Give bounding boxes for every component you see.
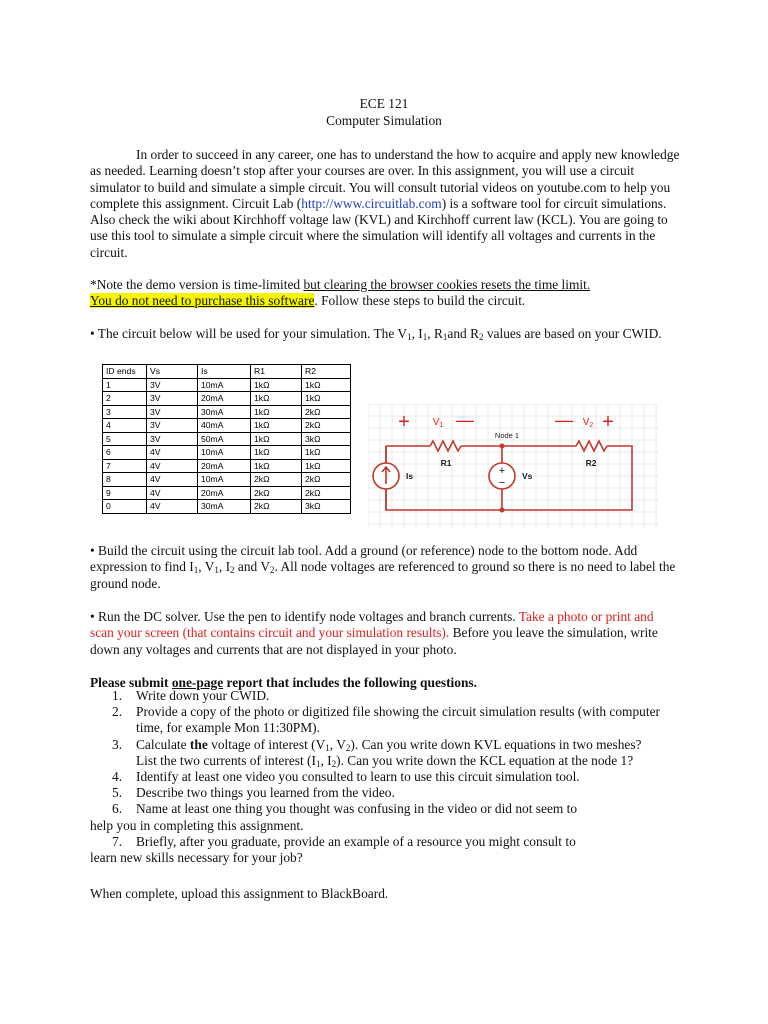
table-row [103, 486, 351, 500]
sub-1: 1 [407, 332, 412, 342]
vs-plus-sign: + [498, 465, 506, 477]
table-cell: 4V [147, 446, 198, 460]
table-cell: 7 [103, 459, 147, 473]
question-number: 2. [112, 704, 123, 720]
v1-label: $V_1$ [432, 417, 444, 429]
table-cell: 4V [147, 473, 198, 487]
sub-i1: 1 [193, 565, 199, 576]
table-cell: 2kΩ [251, 473, 302, 487]
table-cell: 2 [103, 392, 147, 406]
table-cell: 1kΩ [251, 405, 302, 419]
node-1-dot [500, 444, 505, 449]
cwid-values-table [102, 364, 351, 514]
table-cell: 30mA [198, 405, 251, 419]
bullet1-text-c: , R [427, 326, 443, 341]
bullet1-text-d: and R [447, 326, 480, 341]
question-6 [90, 801, 690, 817]
table-cell: 20mA [198, 459, 251, 473]
table-header-cell: Vs [147, 365, 198, 379]
vs-label: Vs [522, 471, 533, 481]
bullet2-text: • Build the circuit using the circuit lab tool. Add a ground (or reference) node to the bottom node. Add expression to find I [90, 543, 638, 575]
sub-v2: 2 [270, 565, 275, 576]
bullet2-text-c: , I [218, 559, 231, 575]
question-text: voltage of interest (V [207, 736, 326, 752]
table-cell: 9 [103, 486, 147, 500]
table-cell: 5 [103, 432, 147, 446]
question-5 [90, 785, 690, 801]
table-cell: 20mA [198, 392, 251, 406]
question-6-continuation: help you in completing this assignment. [90, 817, 304, 833]
node-1-label: Node 1 [494, 431, 520, 440]
question-text: ). Can you write down the KCL equation at the node 1? [336, 752, 634, 768]
sub-4: 2 [479, 332, 484, 342]
table-cell: 2kΩ [251, 500, 302, 514]
table-header-cell: Is [198, 365, 251, 379]
table-cell: 4V [147, 486, 198, 500]
circuit-diagram [368, 404, 658, 528]
table-row [103, 446, 351, 460]
table-cell: 3kΩ [302, 432, 351, 446]
table-cell: 1kΩ [251, 459, 302, 473]
submit-text-a: Please submit [90, 675, 172, 690]
question-number: 5. [112, 785, 123, 801]
question-number: 4. [112, 769, 123, 785]
v2-minus-sign: — [555, 410, 573, 430]
table-cell: 3V [147, 432, 198, 446]
table-header-cell: R2 [302, 365, 351, 379]
sub-i2: 2 [331, 758, 337, 769]
bullet1-text-b: , I [411, 326, 423, 341]
question-text: , V [329, 736, 346, 752]
table-cell: 1kΩ [302, 378, 351, 392]
question-text: Identify at least one video you consulted to learn to use this circuit simulation tool. [136, 769, 580, 785]
question-bold-word: the [189, 736, 208, 752]
table-row [103, 432, 351, 446]
note-highlight: You do not need to purchase this software [90, 293, 315, 309]
table-row [103, 378, 351, 392]
table-cell: 2kΩ [302, 486, 351, 500]
question-text: Describe two things you learned from the video. [136, 785, 395, 801]
bullet3-red-instruction: Take a photo or print and scan your screen (that contains circuit and your simulation results). [90, 609, 654, 641]
course-title: ECE 121 [359, 96, 409, 111]
table-cell: 10mA [198, 378, 251, 392]
intro-text-2: ) is a software tool for circuit simulations. Also check the wiki about Kirchhoff voltage law (KVL) and Kirchhoff current law (KCL). You are going to use this tool to simulate a simple circuit where the simulation will identify all voltages and currents in the circuit. [90, 195, 668, 260]
bullet2-text-e: . All node voltages are referenced to ground so there is no need to label the ground node. [90, 559, 676, 591]
is-label: Is [406, 471, 414, 481]
sub-v1: 1 [325, 742, 330, 753]
table-cell: 1kΩ [302, 392, 351, 406]
r1-resistor [430, 441, 461, 451]
table-cell: 1kΩ [251, 419, 302, 433]
note-underlined: but clearing the browser cookies resets the time limit. [303, 277, 591, 292]
table-cell: 2kΩ [302, 419, 351, 433]
table-cell: 1kΩ [251, 432, 302, 446]
intro-text-1: In order to succeed in any career, one has to understand the how to acquire and apply new knowledge as needed. Learning doesn’t stop after your courses are over. In this assignment, you will use a circuit simulator to build and simulate a simple circuit. You will consult tutorial videos on youtube.com to help you complete this assignment. Circuit Lab ( [90, 147, 680, 211]
table-cell: 1 [103, 378, 147, 392]
bullet-circuit-intro [90, 326, 680, 342]
submit-one-page: one-page [171, 675, 224, 690]
table-cell: 30mA [198, 500, 251, 514]
r2-resistor [576, 441, 607, 451]
table-cell: 4 [103, 419, 147, 433]
table-cell: 1kΩ [302, 446, 351, 460]
table-cell: 1kΩ [251, 392, 302, 406]
table-cell: 4V [147, 459, 198, 473]
question-text: Name at least one thing you thought was confusing in the video or did not seem to [136, 801, 578, 817]
question-text: , I [320, 752, 332, 768]
table-header-cell: R1 [251, 365, 302, 379]
question-text: List the two currents of interest (I [136, 752, 316, 768]
question-1 [90, 688, 690, 704]
table-row [103, 405, 351, 419]
table-cell: 1kΩ [251, 446, 302, 460]
note-paragraph [90, 277, 680, 310]
bullet3-text-b: Before you leave the simulation, write down any voltages and currents that are not displayed in your photo. [90, 625, 658, 657]
submit-text-c: report that includes the following questions. [223, 675, 477, 690]
question-list [90, 688, 690, 866]
table-cell: 10mA [198, 446, 251, 460]
table-cell: 4V [147, 500, 198, 514]
table-cell: 6 [103, 446, 147, 460]
question-number: 7. [112, 833, 123, 849]
bullet2-text-b: , V [198, 559, 215, 575]
question-text: Provide a copy of the photo or digitized file showing the circuit simulation results (with computer time, for example Mon 11:30PM). [136, 704, 660, 736]
v2-label: $V_2$ [582, 417, 594, 429]
sub-i2: 2 [230, 565, 235, 576]
bullet1-text: • The circuit below will be used for your simulation. The V [90, 326, 408, 341]
intro-paragraph [90, 147, 680, 261]
table-cell: 3V [147, 392, 198, 406]
v1-plus-sign: + [398, 411, 410, 433]
question-7 [90, 834, 690, 850]
table-cell: 2kΩ [302, 405, 351, 419]
table-cell: 3V [147, 405, 198, 419]
question-number: 6. [112, 801, 123, 817]
r2-label: R2 [585, 458, 597, 468]
question-text: Briefly, after you graduate, provide an example of a resource you might consult to [136, 833, 576, 849]
bullet-build-circuit [90, 543, 680, 592]
table-cell: 2kΩ [251, 486, 302, 500]
bullet2-text-d: and V [234, 559, 271, 575]
table-row [103, 459, 351, 473]
r1-label: R1 [440, 458, 452, 468]
table-row [103, 473, 351, 487]
table-row [103, 419, 351, 433]
sub-v2: 2 [345, 742, 351, 753]
table-cell: 10mA [198, 473, 251, 487]
table-cell: 0 [103, 500, 147, 514]
note-follow: . Follow these steps to build the circuit. [314, 293, 526, 309]
question-7-continuation: learn new skills necessary for your job? [90, 850, 303, 866]
table-cell: 3 [103, 405, 147, 419]
question-text: Write down your CWID. [136, 688, 270, 703]
note-text: *Note the demo version is time-limited [90, 277, 304, 292]
table-row [103, 392, 351, 406]
table-cell: 1kΩ [251, 378, 302, 392]
question-4 [90, 769, 690, 785]
closing-instruction: When complete, upload this assignment to BlackBoard. [90, 886, 389, 901]
table-header-cell: ID ends [103, 365, 147, 379]
sub-2: 1 [422, 332, 428, 342]
sub-3: 1 [442, 332, 448, 342]
question-text: ). Can you write down KVL equations in two meshes? [350, 736, 642, 752]
table-cell: 3kΩ [302, 500, 351, 514]
question-number: 3. [112, 736, 123, 752]
bullet-run-solver [90, 609, 680, 658]
v1-minus-sign: — [456, 410, 474, 430]
sub-i1: 1 [315, 758, 321, 769]
page-subtitle: Computer Simulation [326, 113, 442, 128]
sub-v1: 1 [214, 565, 219, 576]
table-cell: 3V [147, 378, 198, 392]
bullet1-text-e: values are based on your CWID. [483, 326, 662, 341]
table-row [103, 500, 351, 514]
vs-minus-sign: − [498, 477, 506, 489]
table-cell: 40mA [198, 419, 251, 433]
table-cell: 8 [103, 473, 147, 487]
v2-plus-sign: + [602, 411, 614, 433]
bullet3-text: • Run the DC solver. Use the pen to identify node voltages and branch currents. [90, 609, 519, 624]
table-cell: 1kΩ [302, 459, 351, 473]
question-3 [90, 737, 690, 769]
table-cell: 20mA [198, 486, 251, 500]
circuitlab-link[interactable]: http://www.circuitlab.com [301, 195, 442, 211]
question-2 [90, 704, 690, 736]
table-cell: 3V [147, 419, 198, 433]
table-cell: 50mA [198, 432, 251, 446]
table-cell: 2kΩ [302, 473, 351, 487]
question-number: 1. [112, 688, 123, 703]
question-text: Calculate [136, 736, 190, 752]
bottom-node-dot [500, 508, 505, 513]
table-header-row [103, 365, 351, 379]
